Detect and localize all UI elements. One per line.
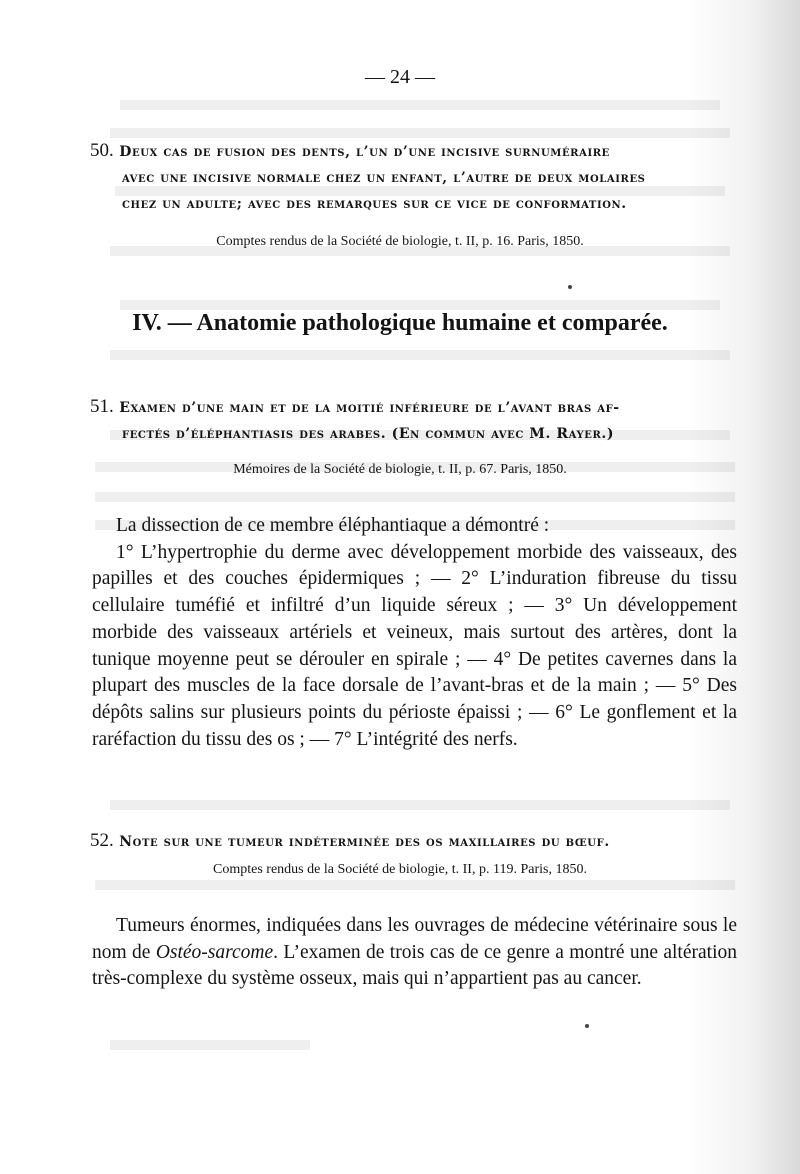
entry-52-citation: Comptes rendus de la Société de biologie, t. II, p. 119. Paris, 1850. [213,862,587,877]
entry-52-title-line-1: Note sur une tumeur indéterminée des os maxillaires du bœuf. [119,834,610,850]
section-heading: IV. — Anatomie pathologique humaine et comparée. [132,310,668,336]
entry-50-title-line-3: chez un adulte; avec des remarques sur ce vice de conformation. [122,196,627,212]
page-number: — 24 — [365,66,435,88]
entry-50-title-line-1: Deux cas de fusion des dents, l’un d’une incisive surnuméraire [119,144,610,160]
entry-51-title-line-2: fectés d’éléphantiasis des arabes. (En commun avec M. Rayer.) [122,426,615,442]
entry-52-text-start: Tumeurs énormes, indiquées dans les ouvrages de médecine vétérinaire sous le nom de [92,915,737,963]
entry-51-findings: 1° L’hypertrophie du derme avec développement morbide des vaisseaux, des papilles et des couches épidermiques ; — 2° L’induration fibreuse du tissu cellulaire tuméfié et infiltré d’un liquide séreux ; — 3° Un développement morbide des vaisseaux artériels et veineux, mais surtout des artères, dont la tunique moyenne peut se dérouler en spirale ; — 4° De petites cavernes dans la plupart des muscles de la face dorsale de l’avant-bras et de la main ; — 5° Des dépôts salins sur plusieurs points du périoste épaissi ; — 6° Le gonflement et la raréfaction du tissu des os ; — 7° L’intégrité des nerfs. [92,541,737,750]
entry-51-title [90,394,735,447]
osteo-sarcome-term: Ostéo-sarcome [155,941,274,963]
entry-52-text-end: . L’examen de trois cas de ce genre a montré une altération très-complexe du système osseux, mais qui n’appartient pas au cancer. [92,941,737,990]
entry-52-number: 52. [90,830,114,851]
entry-50-citation: Comptes rendus de la Société de biologie, t. II, p. 16. Paris, 1850. [216,234,584,249]
entry-50-title [90,138,735,217]
entry-52-paragraph [92,913,737,993]
entry-51-body [92,513,737,753]
entry-51-title-line-1: Examen d’une main et de la moitié inférieure de l’avant bras af- [119,400,620,416]
entry-51-citation: Mémoires de la Société de biologie, t. II, p. 67. Paris, 1850. [233,462,567,477]
entry-51-number: 51. [90,396,114,417]
entry-52-body [92,913,737,993]
entry-50-title-line-2: avec une incisive normale chez un enfant, l’autre de deux molaires [122,170,646,186]
entry-51-intro: La dissection de ce membre éléphantiaque a démontré : [116,515,550,536]
entry-52-title [90,828,735,855]
ornament-dot [585,1024,589,1028]
entry-50-number: 50. [90,140,114,161]
ornament-dot [568,285,572,289]
